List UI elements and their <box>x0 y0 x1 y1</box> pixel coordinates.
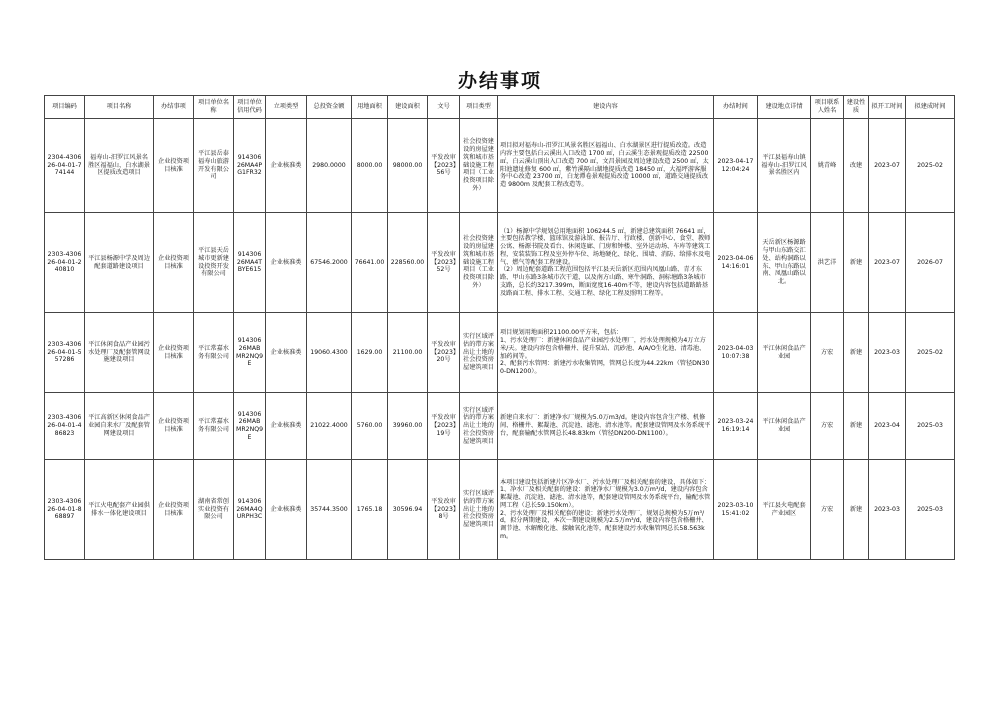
start-date-cell: 2023-03 <box>869 313 906 393</box>
table-row <box>45 313 955 393</box>
investment-cell: 19060.4300 <box>307 313 352 393</box>
end-date-cell: 2025-02 <box>906 119 955 213</box>
matter-cell: 企业投资项目核准 <box>154 393 194 460</box>
document-no-cell: 平发改审【2023】20号 <box>428 313 460 393</box>
project-code-cell: 2304-430626-04-01-774144 <box>45 119 85 213</box>
document-no-cell: 平发改审【2023】8号 <box>428 460 460 560</box>
project-type-cell: 实行区域评估的带方案出让土地的社会投资房屋建筑项目 <box>460 393 498 460</box>
contact-cell: 方宏 <box>811 313 844 393</box>
build-area-cell: 39960.00 <box>388 393 428 460</box>
contact-cell: 方宏 <box>811 393 844 460</box>
land-area-cell: 8000.00 <box>352 119 388 213</box>
col-header: 项目联系人姓名 <box>811 96 844 119</box>
credit-code-cell: 91430626MA4PG1FR32 <box>234 119 266 213</box>
project-type-cell: 实行区域评估的带方案出让土地的社会投资房屋建筑项目 <box>460 460 498 560</box>
nature-cell: 改建 <box>844 119 869 213</box>
done-time-cell: 2023-04-03 10:07:38 <box>714 313 758 393</box>
col-header: 办结时间 <box>714 96 758 119</box>
content-cell: 项目规划用地面积21100.00平方米，包括： 1、污水处理厂：新建休闲食品产业园污水处理厂，污水处理规模为4万立方米/天。建设内容包含格栅井、提升泵站、沉砂池、A/A/O生化池、清毒池、加药间等。 2、配套污水管网：新建污水收集管网，管网总长度为44.22km（管径DN300-DN1200）。 <box>498 313 714 393</box>
table-row <box>45 213 955 313</box>
start-date-cell: 2023-07 <box>869 119 906 213</box>
table-row <box>45 393 955 460</box>
contact-cell: 方宏 <box>811 460 844 560</box>
credit-code-cell: 91430626MABMR2NQ9E <box>234 393 266 460</box>
approval-type-cell: 企业核准类 <box>266 393 307 460</box>
project-type-cell: 实行区域评估的带方案出让土地的社会投资房屋建筑项目 <box>460 313 498 393</box>
col-header: 拟建成时间 <box>906 96 955 119</box>
end-date-cell: 2026-07 <box>906 213 955 313</box>
done-time-cell: 2023-04-06 14:16:01 <box>714 213 758 313</box>
credit-code-cell: 91430626MABMR2NQ9E <box>234 313 266 393</box>
page-title: 办结事项 <box>457 70 542 92</box>
approval-type-cell: 企业核准类 <box>266 119 307 213</box>
content-cell: （1）杨源中学规划总用地面积 106244.5 ㎡，新建总建筑面积 76641 ㎡，主要包括教学楼、篮球馆及游泳馆、报告厅、行政楼、创新中心、食堂、教师公寓、杨源书院及看台、休闲连廊、门房和钟楼、室外运动场、车库等建筑工程，安装装饰工程及室外停车位、场地硬化、绿化、围墙、消防、给排水及电气、燃气等配套工程建设。 （2）周边配套道路工程范围包括平江县天岳新区范围内凤凰山路、青才东路、甲山东路3条城市次干道，以及南方山路、寒牛洞路、洞标塘路3条城市支路，总长约3217.399m，断面宽度16-40m不等，建设内容包括道路路基及路面工程、排水工程、交通工程、绿化工程及照明工程等。 <box>498 213 714 313</box>
unit-name-cell: 平江常嘉水务有限公司 <box>194 313 234 393</box>
build-area-cell: 30596.94 <box>388 460 428 560</box>
unit-name-cell: 平江县天岳城市更新建设投资开发有限公司 <box>194 213 234 313</box>
build-area-cell: 98000.00 <box>388 119 428 213</box>
matter-cell: 企业投资项目核准 <box>154 460 194 560</box>
contact-cell: 洪艺洋 <box>811 213 844 313</box>
approval-type-cell: 企业核准类 <box>266 313 307 393</box>
build-area-cell: 228560.00 <box>388 213 428 313</box>
end-date-cell: 2025-03 <box>906 393 955 460</box>
unit-name-cell: 湖南省常创实业投资有限公司 <box>194 460 234 560</box>
col-header: 项目单位名称 <box>194 96 234 119</box>
land-area-cell: 76641.00 <box>352 213 388 313</box>
investment-cell: 2980.0000 <box>307 119 352 213</box>
table-row <box>45 460 955 560</box>
land-area-cell: 1765.18 <box>352 460 388 560</box>
document-no-cell: 平发改审【2023】52号 <box>428 213 460 313</box>
investment-cell: 67546.2000 <box>307 213 352 313</box>
project-code-cell: 2303-430626-04-01-486823 <box>45 393 85 460</box>
col-header: 项目编码 <box>45 96 85 119</box>
project-type-cell: 社会投资建设的房屋建筑和城市基础设施工程项目（工业投资项目除外） <box>460 119 498 213</box>
start-date-cell: 2023-07 <box>869 213 906 313</box>
site-cell: 平江休闲食品产业园 <box>758 393 811 460</box>
document-no-cell: 平发改审【2023】56号 <box>428 119 460 213</box>
unit-name-cell: 平江县岳泰福寿山旅游开发有限公司 <box>194 119 234 213</box>
col-header: 建设地点详情 <box>758 96 811 119</box>
col-header: 办结事项 <box>154 96 194 119</box>
matter-cell: 企业投资项目核准 <box>154 119 194 213</box>
approval-type-cell: 企业核准类 <box>266 460 307 560</box>
investment-cell: 35744.3500 <box>307 460 352 560</box>
done-time-cell: 2023-03-24 16:19:14 <box>714 393 758 460</box>
col-header: 总投资金额 <box>307 96 352 119</box>
project-name-cell: 福寿山-汨罗江风景名胜区福福山、白水湖景区提质改造项目 <box>85 119 154 213</box>
col-header: 拟开工时间 <box>869 96 906 119</box>
project-name-cell: 平江高新区休闲食品产业园自来水厂及配套管网建设项目 <box>85 393 154 460</box>
unit-name-cell: 平江常嘉水务有限公司 <box>194 393 234 460</box>
start-date-cell: 2023-04 <box>869 393 906 460</box>
contact-cell: 姚青峰 <box>811 119 844 213</box>
completed-items-table <box>44 95 955 560</box>
nature-cell: 新建 <box>844 313 869 393</box>
project-code-cell: 2303-430626-04-01-557286 <box>45 313 85 393</box>
project-code-cell: 2303-430626-04-01-240810 <box>45 213 85 313</box>
col-header: 项目类型 <box>460 96 498 119</box>
nature-cell: 新建 <box>844 213 869 313</box>
content-cell: 本项目建设包括新建片区净水厂、污水处理厂及相关配套的建设，具体如下： 1、净水厂及相关配套的建设：新建净水厂规模为3.0万m³/d，建设内容包含絮凝池、沉淀池、滤池、清水池等，配套建设管网及水务系统平台，输配水管网工程（总长59.150km）。 2、污水处理厂及相关配套的建设：新建污水处理厂，规划总规模为5万m³/d，拟分两期建设，本次一期建设规模为2.5万m³/d，建设内容包含格栅井、调节池、水解酸化池、接触氧化池等，配套建设污水收集管网总长58.563km。 <box>498 460 714 560</box>
header-row <box>45 96 955 119</box>
end-date-cell: 2025-02 <box>906 313 955 393</box>
start-date-cell: 2023-03 <box>869 460 906 560</box>
approval-type-cell: 企业核准类 <box>266 213 307 313</box>
nature-cell: 新建 <box>844 460 869 560</box>
credit-code-cell: 91430626MA4TBYE615 <box>234 213 266 313</box>
table-row <box>45 119 955 213</box>
site-cell: 天岳新区杨源路与甲山东路交汇处、站构洞路以东、甲山东路以南、凤凰山路以北。 <box>758 213 811 313</box>
document-no-cell: 平发改审【2023】19号 <box>428 393 460 460</box>
col-header: 建设内容 <box>498 96 714 119</box>
done-time-cell: 2023-04-17 12:04:24 <box>714 119 758 213</box>
credit-code-cell: 91430626MA4QURPH3C <box>234 460 266 560</box>
done-time-cell: 2023-03-10 15:41:02 <box>714 460 758 560</box>
site-cell: 平江休闲食品产业园 <box>758 313 811 393</box>
matter-cell: 企业投资项目核准 <box>154 213 194 313</box>
project-name-cell: 平江休闲食品产业园污水处理厂及配套管网设施建设项目 <box>85 313 154 393</box>
build-area-cell: 21100.00 <box>388 313 428 393</box>
col-header: 项目单位信用代码 <box>234 96 266 119</box>
col-header: 建设性质 <box>844 96 869 119</box>
nature-cell: 新建 <box>844 393 869 460</box>
col-header: 用地面积 <box>352 96 388 119</box>
col-header: 立项类型 <box>266 96 307 119</box>
content-cell: 新建自来水厂：新建净水厂规模为5.0万m3/d。建设内容包含生产楼、机修间、格栅井、絮凝池、沉淀池、滤池、清水池等。配套建设管网及水务系统平台，配套输配水管网总长48.83km（管径DN200-DN1100）。 <box>498 393 714 460</box>
land-area-cell: 1629.00 <box>352 313 388 393</box>
site-cell: 平江县火电配套产业园区 <box>758 460 811 560</box>
site-cell: 平江县福寿山镇福寿山-汨罗江风景名胜区内 <box>758 119 811 213</box>
land-area-cell: 5760.00 <box>352 393 388 460</box>
project-code-cell: 2303-430626-04-01-868897 <box>45 460 85 560</box>
investment-cell: 21022.4000 <box>307 393 352 460</box>
end-date-cell: 2025-03 <box>906 460 955 560</box>
project-name-cell: 平江县杨源中学及周边配套道路建设项目 <box>85 213 154 313</box>
col-header: 文号 <box>428 96 460 119</box>
col-header: 项目名称 <box>85 96 154 119</box>
col-header: 建设面积 <box>388 96 428 119</box>
project-type-cell: 社会投资建设的房屋建筑和城市基础设施工程项目（工业投资项目除外） <box>460 213 498 313</box>
project-name-cell: 平江火电配套产业园供排水一体化建设项目 <box>85 460 154 560</box>
content-cell: 项目拟对福寿山-汨罗江风景名胜区福福山、白水湖景区进行提质改造。改造内容主要包括白云溪出入口改造 1700 ㎡，白云溪生态景观提质改造 22500 ㎡，白云溪山顶出入口改造 700 ㎡，文昌景园及周边建设改造 2500 ㎡，太阳池遗址修复 600 ㎡，紫竹溪隔山湖地提质改造 18450 ㎡，大福坪游客服务中心改造 23700 ㎡，白龙潭卷景观提质改造 10000 ㎡，道路交通提质改造 9800m 及配套工程改造等。 <box>498 119 714 213</box>
matter-cell: 企业投资项目核准 <box>154 313 194 393</box>
